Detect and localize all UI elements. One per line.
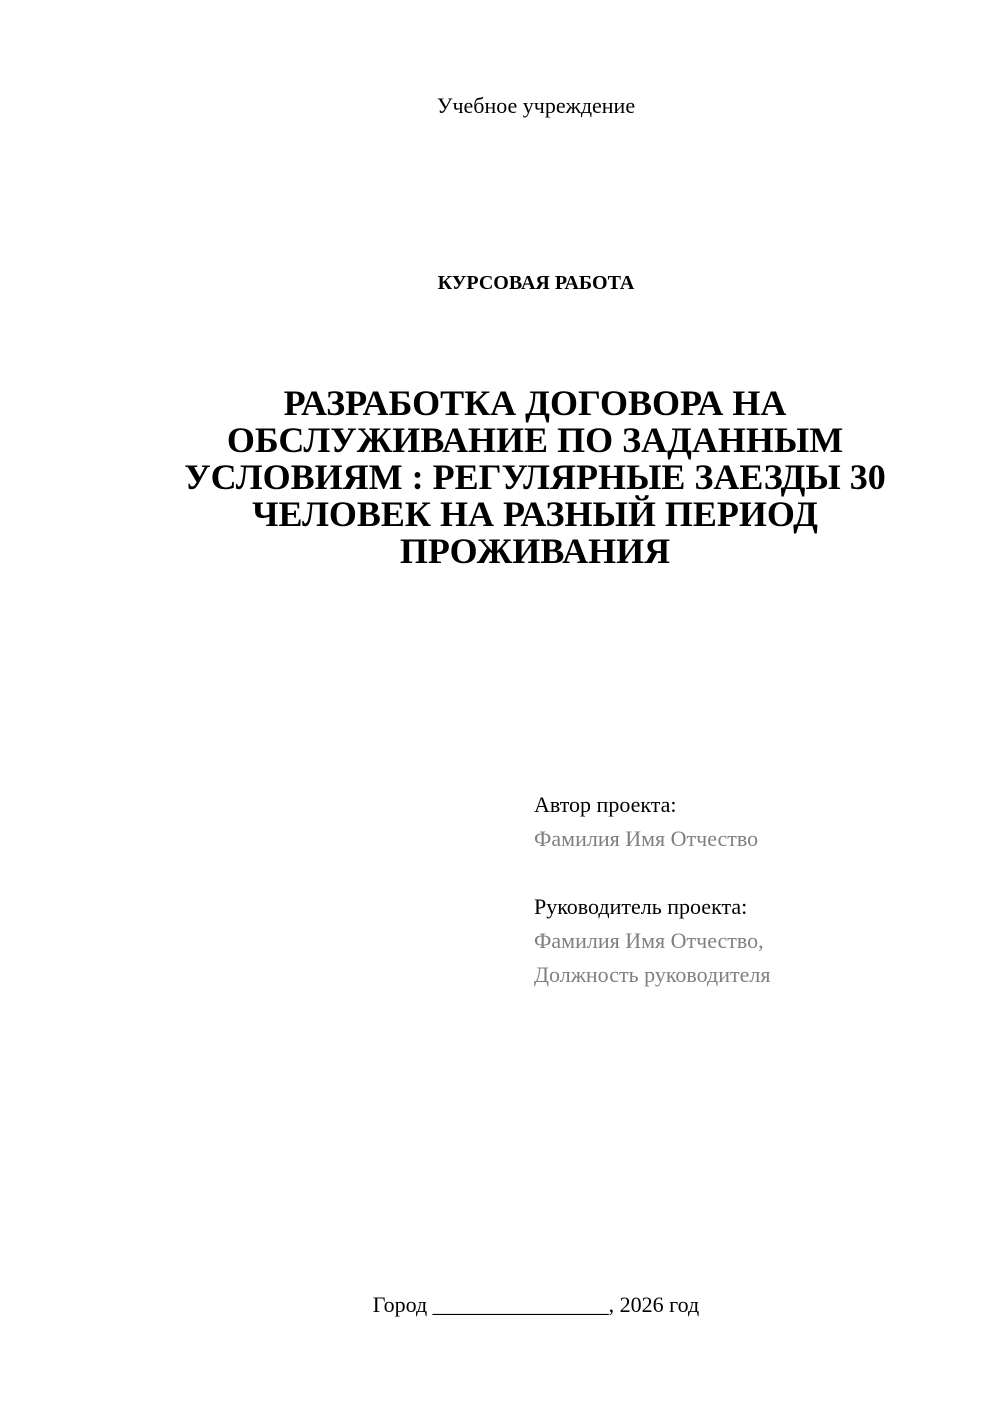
document-title: РАЗРАБОТКА ДОГОВОРА НА ОБСЛУЖИВАНИЕ ПО ЗАДАННЫМ УСЛОВИЯМ : РЕГУЛЯРНЫЕ ЗАЕЗДЫ 30 ЧЕЛОВЕК НА РАЗНЫЙ ПЕРИОД ПРОЖИВАНИЯ <box>184 383 886 571</box>
spacer <box>534 856 770 890</box>
supervisor-name: Фамилия Имя Отчество, <box>534 928 764 953</box>
author-label: Автор проекта: <box>534 792 677 817</box>
author-name: Фамилия Имя Отчество <box>534 826 759 851</box>
supervisor-position: Должность руководителя <box>534 962 771 987</box>
supervisor-label: Руководитель проекта: <box>534 894 748 919</box>
work-type-heading: КУРСОВАЯ РАБОТА <box>437 272 635 294</box>
institution-name: Учебное учреждение <box>436 93 636 118</box>
project-people-block <box>534 788 770 992</box>
city-year-footer: Город ________________, 2026 год <box>372 1292 700 1317</box>
